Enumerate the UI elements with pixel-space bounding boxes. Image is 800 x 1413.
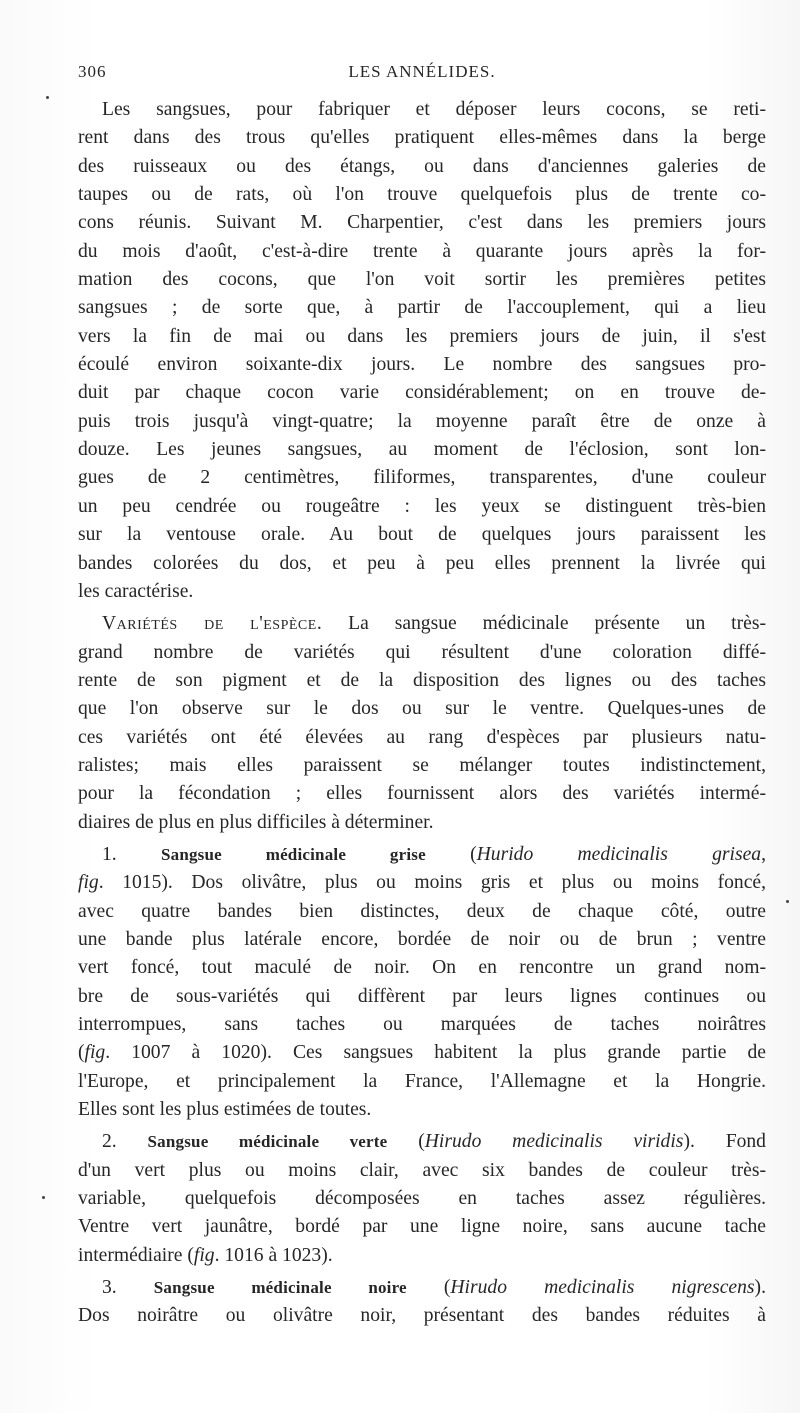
text-line: douze. Les jeunes sangsues, au moment de l'éclosion, sont lon- (78, 439, 766, 461)
latin-name: Hurido medicinalis grisea (476, 843, 762, 865)
text-line: rente de son pigment et de la disposition des lignes ou des taches (78, 669, 766, 691)
latin-name: Hirudo medicinalis viridis (424, 1131, 684, 1153)
running-title: LES ANNÉLIDES. (348, 62, 496, 81)
latin-name: Hirudo medicinalis nigrescens (450, 1277, 755, 1299)
text-line: l'Europe, et principalement la France, l'Allemagne et la Hongrie. (78, 1070, 766, 1092)
text-line: Dos noirâtre ou olivâtre noir, présentant des bandes réduites à (78, 1305, 766, 1327)
fig-abbrev: fig (78, 872, 99, 894)
page-header (78, 62, 766, 88)
text-run: ( (406, 1277, 451, 1299)
text-line: vert foncé, tout maculé de noir. On en rencontre un grand nom- (78, 957, 766, 979)
text-line (78, 1128, 766, 1156)
text-line: écoulé environ soixante-dix jours. Le nombre des sangsues pro- (78, 354, 766, 376)
text-run: . 1016 à 1023). (214, 1244, 333, 1266)
paragraph-grey-leech (78, 841, 766, 1124)
text-line: bre de sous-variétés qui diffèrent par leurs lignes continues ou (78, 985, 766, 1007)
text-line: ces variétés ont été élevées au rang d'espèces par plusieurs natu- (78, 726, 766, 748)
text-line: rent dans des trous qu'elles pratiquent elles-mêmes dans la berge (78, 127, 766, 149)
text-line: ralistes; mais elles paraissent se mélanger toutes indistinctement, (78, 754, 766, 776)
text-line: d'un vert plus ou moins clair, avec six bandes de couleur très- (78, 1159, 766, 1181)
text-line: sur la ventouse orale. Au bout de quelques jours paraissent les (78, 524, 766, 546)
text-run: . 1007 à 1020). Ces sangsues habitent la plus grande partie de (105, 1042, 766, 1064)
paragraph-black-leech (78, 1274, 766, 1331)
text-line: que l'on observe sur le dos ou sur le ventre. Quelques-unes de (78, 698, 766, 720)
text-run: ( (425, 843, 477, 865)
text-run: ). (754, 1277, 766, 1299)
text-line (78, 1039, 766, 1067)
text-line: taupes ou de rats, où l'on trouve quelquefois plus de trente co- (78, 184, 766, 206)
text-line: bandes colorées du dos, et peu à peu elles prennent la livrée qui (78, 552, 766, 574)
text-line: une bande plus latérale encore, bordée de noir ou de brun ; ventre (78, 928, 766, 950)
text-line (78, 1274, 766, 1302)
text-line: puis trois jusqu'à vingt-quatre; la moyenne paraît être de onze à (78, 410, 766, 432)
text-line (78, 869, 766, 897)
paragraph-green-leech (78, 1128, 766, 1270)
section-heading: Variétés de l'espèce. (102, 613, 323, 635)
text-line: un peu cendrée ou rougeâtre : les yeux se distinguent très-bien (78, 495, 766, 517)
text-line: sangsues ; de sorte que, à partir de l'accouplement, qui a lieu (78, 297, 766, 319)
text-line: Les sangsues, pour fabriquer et déposer leurs cocons, se reti- (102, 99, 766, 120)
text-line: gues de 2 centimètres, filiformes, transparentes, d'une couleur (78, 467, 766, 489)
text-line: duit par chaque cocon varie considérablement; on en trouve de- (78, 382, 766, 404)
item-number: 3. (102, 1277, 117, 1299)
text-line: cons réunis. Suivant M. Charpentier, c'est dans les premiers jours (78, 212, 766, 234)
text-line: les caractérise. (78, 580, 194, 602)
variety-title: Sangsue médicinale noire (153, 1278, 407, 1298)
text-line (78, 1242, 766, 1270)
variety-title: Sangsue médicinale verte (147, 1132, 388, 1152)
text-line: Ventre vert jaunâtre, bordé par une ligne noire, sans aucune tache (78, 1216, 766, 1238)
text-line: mation des cocons, que l'on voit sortir les premières petites (78, 269, 766, 291)
text-run: ). Fond (683, 1131, 766, 1153)
text-line: Elles sont les plus estimées de toutes. (78, 1099, 372, 1121)
text-line: pour la fécondation ; elles fournissent alors des variétés intermé- (78, 783, 766, 805)
text-line: variable, quelquefois décomposées en taches assez régulières. (78, 1188, 766, 1210)
page-number: 306 (78, 62, 107, 81)
item-number: 1. (102, 843, 117, 865)
page-body (78, 96, 766, 1331)
text-line: interrompues, sans taches ou marquées de taches noirâtres (78, 1014, 766, 1035)
text-line (78, 610, 766, 638)
paragraph-reproduction (78, 96, 766, 606)
text-run: ( (78, 1042, 85, 1064)
text-line: avec quatre bandes bien distinctes, deux de chaque côté, outre (78, 900, 766, 922)
text-line: diaires de plus en plus difficiles à déterminer. (78, 811, 434, 833)
text-run: intermédiaire ( (78, 1244, 194, 1266)
text-run: , (761, 843, 766, 865)
paper-speck (46, 96, 49, 99)
fig-abbrev: fig (84, 1042, 106, 1064)
text-run: . 1015). Dos olivâtre, plus ou moins gris et plus ou moins foncé, (98, 872, 766, 894)
fig-abbrev: fig (193, 1244, 215, 1266)
text-run: ( (387, 1131, 425, 1153)
text-line: du mois d'août, c'est-à-dire trente à quarante jours après la for- (78, 240, 766, 262)
text-line: des ruisseaux ou des étangs, ou dans d'anciennes galeries de (78, 155, 766, 177)
text-line: vers la fin de mai ou dans les premiers jours de juin, il s'est (78, 325, 766, 347)
variety-title: Sangsue médicinale grise (160, 844, 426, 864)
paragraph-varieties (78, 610, 766, 837)
text-line: grand nombre de variétés qui résultent d'une coloration diffé- (78, 641, 766, 663)
paper-speck (786, 900, 789, 903)
text-line (78, 841, 766, 869)
paper-speck (42, 1196, 45, 1199)
text-run: La sangsue médicinale présente un très- (322, 613, 766, 635)
item-number: 2. (102, 1131, 117, 1153)
